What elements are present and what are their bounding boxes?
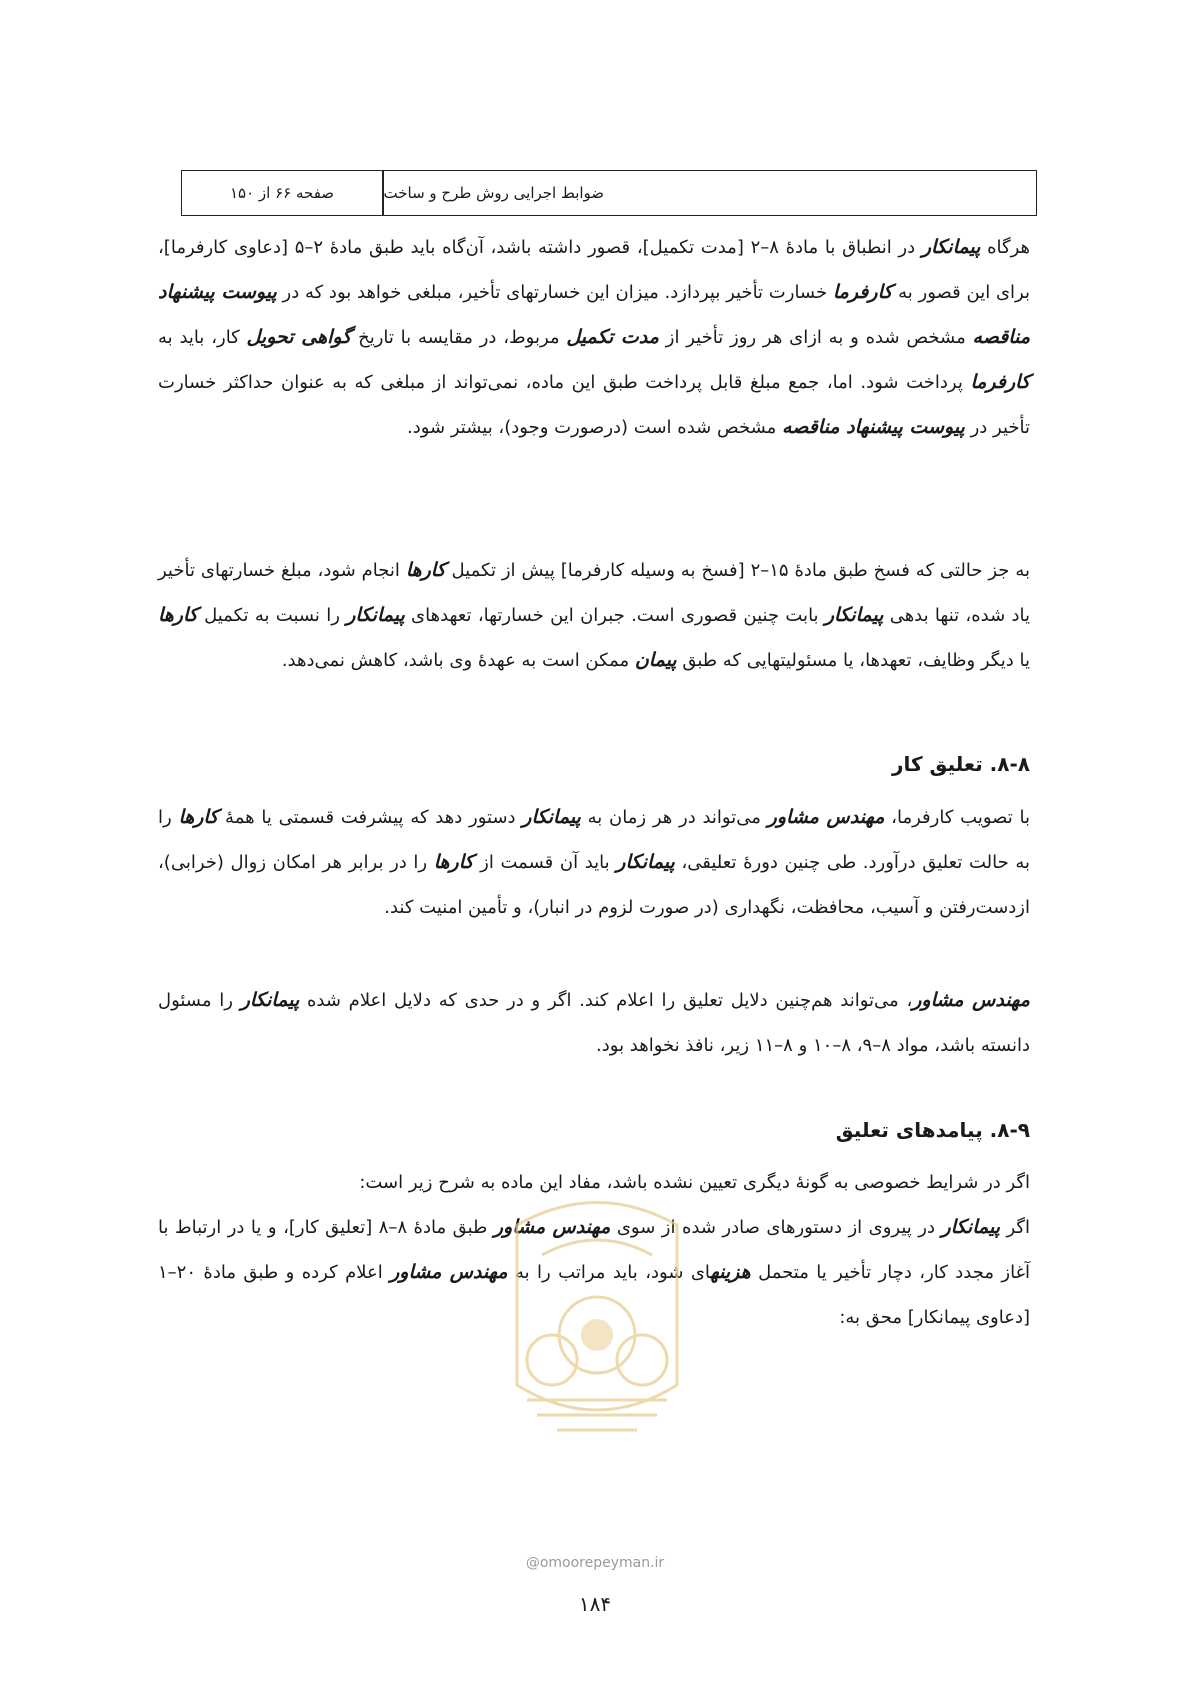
section-heading-suspension: ۸-۸. تعلیق کار [891,752,1030,776]
defined-term: مهندس مشاور [493,1216,611,1238]
defined-term: پیوست پیشنهاد مناقصه [158,281,1030,348]
defined-term: پیمانکار [941,1216,1000,1238]
defined-term: کارها [178,806,219,828]
defined-term: کارها [158,604,198,626]
page-info: صفحه ۶۶ از ۱۵۰ [229,184,335,202]
paragraph-consequences-intro: اگر در شرایط خصوصی به گونهٔ دیگری تعیین نشده باشد، مفاد این ماده به شرح زیر است: [359,1172,1030,1193]
page-number: ۱۸۴ [578,1592,612,1616]
defined-term: پیمانکار [522,806,581,828]
defined-term: پیمان [634,649,677,671]
paragraph-consequences-claim: اگر پیمانکار در پیروی از دستورهای صادر شده از سوی مهندس مشاور طبق مادهٔ ۸–۸ [تعلیق کار]، و یا در ارتباط با آغاز مجدد کار، دچار تأخیر یا متحمل هزینهای شود، باید مراتب را به مهندس مشاور اعلام کرده و طبق مادهٔ ۲۰–۱ [دعاوی پیمانکار] محق به: [158,1216,1031,1328]
defined-term: مدت تکمیل [566,326,659,348]
defined-term: کارها [405,559,446,581]
defined-term: پیمانکار [921,236,981,258]
paragraph-delay-damages: هرگاه پیمانکار در انطباق با مادهٔ ۸–۲ [مدت تکمیل]، قصور داشته باشد، آن‌گاه باید طبق مادهٔ ۲–۵ [دعاوی کارفرما]، برای این قصور به کارفرما خسارت تأخیر بپردازد. میزان این خسارتهای تأخیر، مبلغی خواهد بود که در پیوست پیشنهاد مناقصه مشخص شده و به ازای هر روز تأخیر از مدت تکمیل مربوط، در مقایسه با تاریخ گواهی تحویل کار، باید به کارفرما پرداخت شود. اما، جمع مبلغ قابل پرداخت طبق این ماده، نمی‌تواند از مبلغی که به عنوان حداکثر خسارت تأخیر در پیوست پیشنهاد مناقصه مشخص شده است (درصورت وجود)، بیشتر شود. [158,236,1030,438]
defined-term: کارها [433,851,474,873]
defined-term: پیمانکار [346,604,405,626]
defined-term: پیمانکار [616,851,675,873]
paragraph-suspension-order: با تصویب کارفرما، مهندس مشاور می‌تواند در هر زمان به پیمانکار دستور دهد که پیشرفت قسمتی یا همهٔ کارها را به حالت تعلیق درآورد. طی چنین دورهٔ تعلیقی، پیمانکار باید آن قسمت از کارها را در برابر هر امکان زوال (خرابی)، ازدست‌رفتن و آسیب، محافظت، نگهداری (در صورت لزوم در انبار)، و تأمین امنیت کند. [158,806,1031,918]
defined-term: مهندس مشاور [390,1261,508,1283]
defined-term: مهندس مشاور [767,806,885,828]
defined-term: کارفرما [970,371,1030,393]
section-heading-consequences: ۸-۹. پیامدهای تعلیق [835,1118,1030,1142]
document-title: ضوابط اجرایی روش طرح و ساخت [383,184,605,202]
defined-term: پیوست پیشنهاد مناقصه [782,416,965,438]
defined-term: گواهی تحویل [246,326,352,348]
defined-term: هزینه [710,1261,751,1283]
defined-term: پیمانکار [824,604,884,626]
header-table [181,170,1037,216]
defined-term: پیمانکار [240,989,300,1011]
defined-term: مهندس مشاور [912,989,1030,1011]
paragraph-delay-liability: به جز حالتی که فسخ طبق مادهٔ ۱۵–۲ [فسخ به وسیله کارفرما] پیش از تکمیل کارها انجام شود، مبلغ خسارتهای تأخیر یاد شده، تنها بدهی پیمانکار بابت چنین قصوری است. جبران این خسارتها، تعهدهای پیمانکار را نسبت به تکمیل کارها یا دیگر وظایف، تعهدها، یا مسئولیتهایی که طبق پیمان ممکن است به عهدهٔ وی باشد، کاهش نمی‌دهد. [158,559,1031,671]
paragraph-suspension-reasons: مهندس مشاور، می‌تواند هم‌چنین دلایل تعلیق را اعلام کند. اگر و در حدی که دلایل اعلام شده پیمانکار را مسئول دانسته باشد، مواد ۸–۹، ۸–۱۰ و ۸–۱۱ زیر، نافذ نخواهد بود. [158,989,1030,1056]
watermark-url: @omoorepeyman.ir [525,1555,665,1571]
defined-term: کارفرما [832,281,893,303]
